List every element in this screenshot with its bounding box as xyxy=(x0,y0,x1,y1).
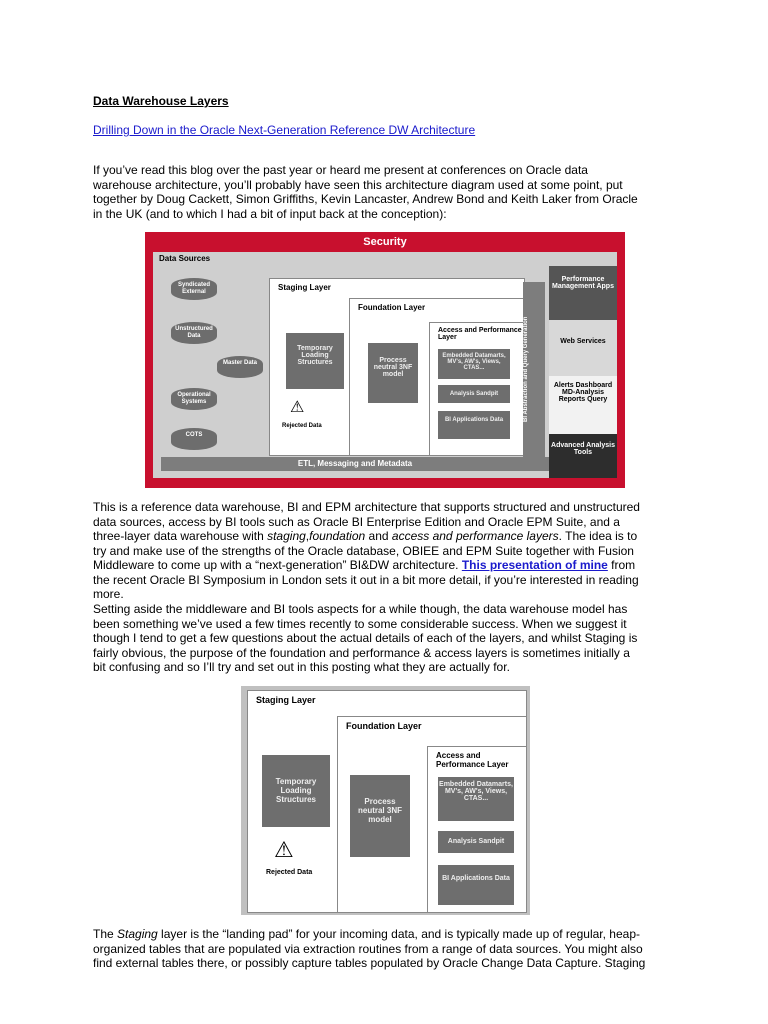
text-line: though I tend to get a few questions about the actual details of each of the layers, and whilst Staging is xyxy=(93,631,638,645)
text-line: try and make use of the strengths of the Oracle database, OBIEE and EPM Suite together with Fusion xyxy=(93,543,634,558)
bi-abstraction-bar: BI Abstraction and Query Generation xyxy=(523,282,545,457)
text-line: been something we’ve used a few times recently to some considerable success. When we suggest it xyxy=(93,616,627,631)
source-cylinder: Unstructured Data xyxy=(171,322,217,344)
text-line: together by Doug Cackett, Simon Griffiths, Kevin Lancaster, Andrew Bond and Keith Laker from Oracle xyxy=(93,192,638,206)
text-line: find external tables there, or possibly capture tables populated by Oracle Change Data Capture. Staging xyxy=(93,956,646,970)
text-line: The Staging layer is the “landing pad” for your incoming data, and is typically made up of regular, heap- xyxy=(93,927,640,941)
access-layer-label: Access and Performance Layer xyxy=(436,751,509,769)
alerts-dashboard: Alerts Dashboard MD-Analysis Reports Query xyxy=(549,376,617,434)
temporary-structures-doc: Temporary Loading Structures xyxy=(262,755,330,827)
process-neutral-doc: Process neutral 3NF model xyxy=(368,343,418,403)
foundation-layer-label: Foundation Layer xyxy=(346,721,422,731)
source-cylinder: Master Data xyxy=(217,356,263,378)
temporary-structures-doc: Temporary Loading Structures xyxy=(286,333,344,389)
presentation-link[interactable]: This presentation of mine xyxy=(461,558,608,572)
staging-paragraph xyxy=(93,927,675,971)
text-line: Middleware to come up with a “next-generation” BI&DW architecture. This presentation of mine from xyxy=(93,558,636,572)
text-line: data sources, access by BI tools such as Oracle BI Enterprise Edition and Oracle EPM Suite, and a xyxy=(93,514,620,529)
intro-paragraph xyxy=(93,163,675,221)
etl-metadata-bar: ETL, Messaging and Metadata xyxy=(161,457,549,471)
source-cylinder: COTS xyxy=(171,428,217,450)
text-line: three-layer data warehouse with staging,foundation and access and performance layers. The idea is to xyxy=(93,529,638,543)
architecture-paragraph xyxy=(93,500,675,602)
warning-icon: ⚠ xyxy=(274,837,294,862)
performance-management-apps: Performance Management Apps xyxy=(549,266,617,320)
access-layer-box xyxy=(429,322,525,456)
foundation-layer-label: Foundation Layer xyxy=(358,303,426,312)
bi-applications-data: BI Applications Data xyxy=(438,411,510,439)
advanced-analysis-tools: Advanced Analysis Tools xyxy=(549,434,617,478)
layers-paragraph xyxy=(93,602,675,675)
security-label: Security xyxy=(363,236,407,248)
text-line: Setting aside the middleware and BI tools aspects for a while though, the data warehouse model has xyxy=(93,602,628,616)
staging-layer-label: Staging Layer xyxy=(278,283,331,292)
process-neutral-doc: Process neutral 3NF model xyxy=(350,775,410,857)
text-line: If you’ve read this blog over the past year or heard me present at conferences on Oracle data xyxy=(93,163,588,177)
web-services: Web Services xyxy=(549,320,617,376)
bi-applications-data: BI Applications Data xyxy=(438,865,514,905)
rejected-data-label: Rejected Data xyxy=(282,423,322,429)
embedded-datamarts: Embedded Datamarts, MV's, AW's, Views, CTAS... xyxy=(438,349,510,379)
text-line: organized tables that are populated via extraction routines from a range of data sources. You might also xyxy=(93,941,643,956)
analysis-sandpit: Analysis Sandpit xyxy=(438,831,514,853)
text-line: more. xyxy=(93,587,124,601)
page-title: Data Warehouse Layers xyxy=(93,94,229,108)
staging-layer-label: Staging Layer xyxy=(256,695,316,705)
rejected-data-label: Rejected Data xyxy=(266,869,313,876)
source-cylinder: Syndicated External xyxy=(171,278,217,300)
diagram-inner xyxy=(153,252,617,478)
architecture-diagram xyxy=(145,232,625,488)
text-line: warehouse architecture, you’ll probably have seen this architecture diagram used at some point, put xyxy=(93,177,623,192)
text-line: fairly obvious, the purpose of the foundation and performance & access layers is sometimes initially a xyxy=(93,645,630,660)
source-cylinder: Operational Systems xyxy=(171,388,217,410)
text-line: the recent Oracle BI Symposium in London sets it out in a bit more detail, if you’re interested in reading xyxy=(93,572,639,587)
text-line: bit confusing and so I’ll try and set out in this posting what they are actually for. xyxy=(93,660,510,674)
text-line: in the UK (and to which I had a bit of input back at the conception): xyxy=(93,206,447,221)
right-tools-column xyxy=(549,266,617,476)
embedded-datamarts: Embedded Datamarts, MV's, AW's, Views, CTAS... xyxy=(438,777,514,821)
data-sources-label: Data Sources xyxy=(159,254,211,263)
warning-icon: ⚠ xyxy=(290,399,305,416)
analysis-sandpit: Analysis Sandpit xyxy=(438,385,510,403)
access-layer-box xyxy=(427,746,527,913)
layers-diagram xyxy=(241,686,530,915)
access-layer-label: Access and Performance Layer xyxy=(438,327,522,341)
text-line: This is a reference data warehouse, BI and EPM architecture that supports structured and unstructured xyxy=(93,500,640,514)
reference-architecture-link[interactable]: Drilling Down in the Oracle Next-Generation Reference DW Architecture xyxy=(93,123,476,137)
